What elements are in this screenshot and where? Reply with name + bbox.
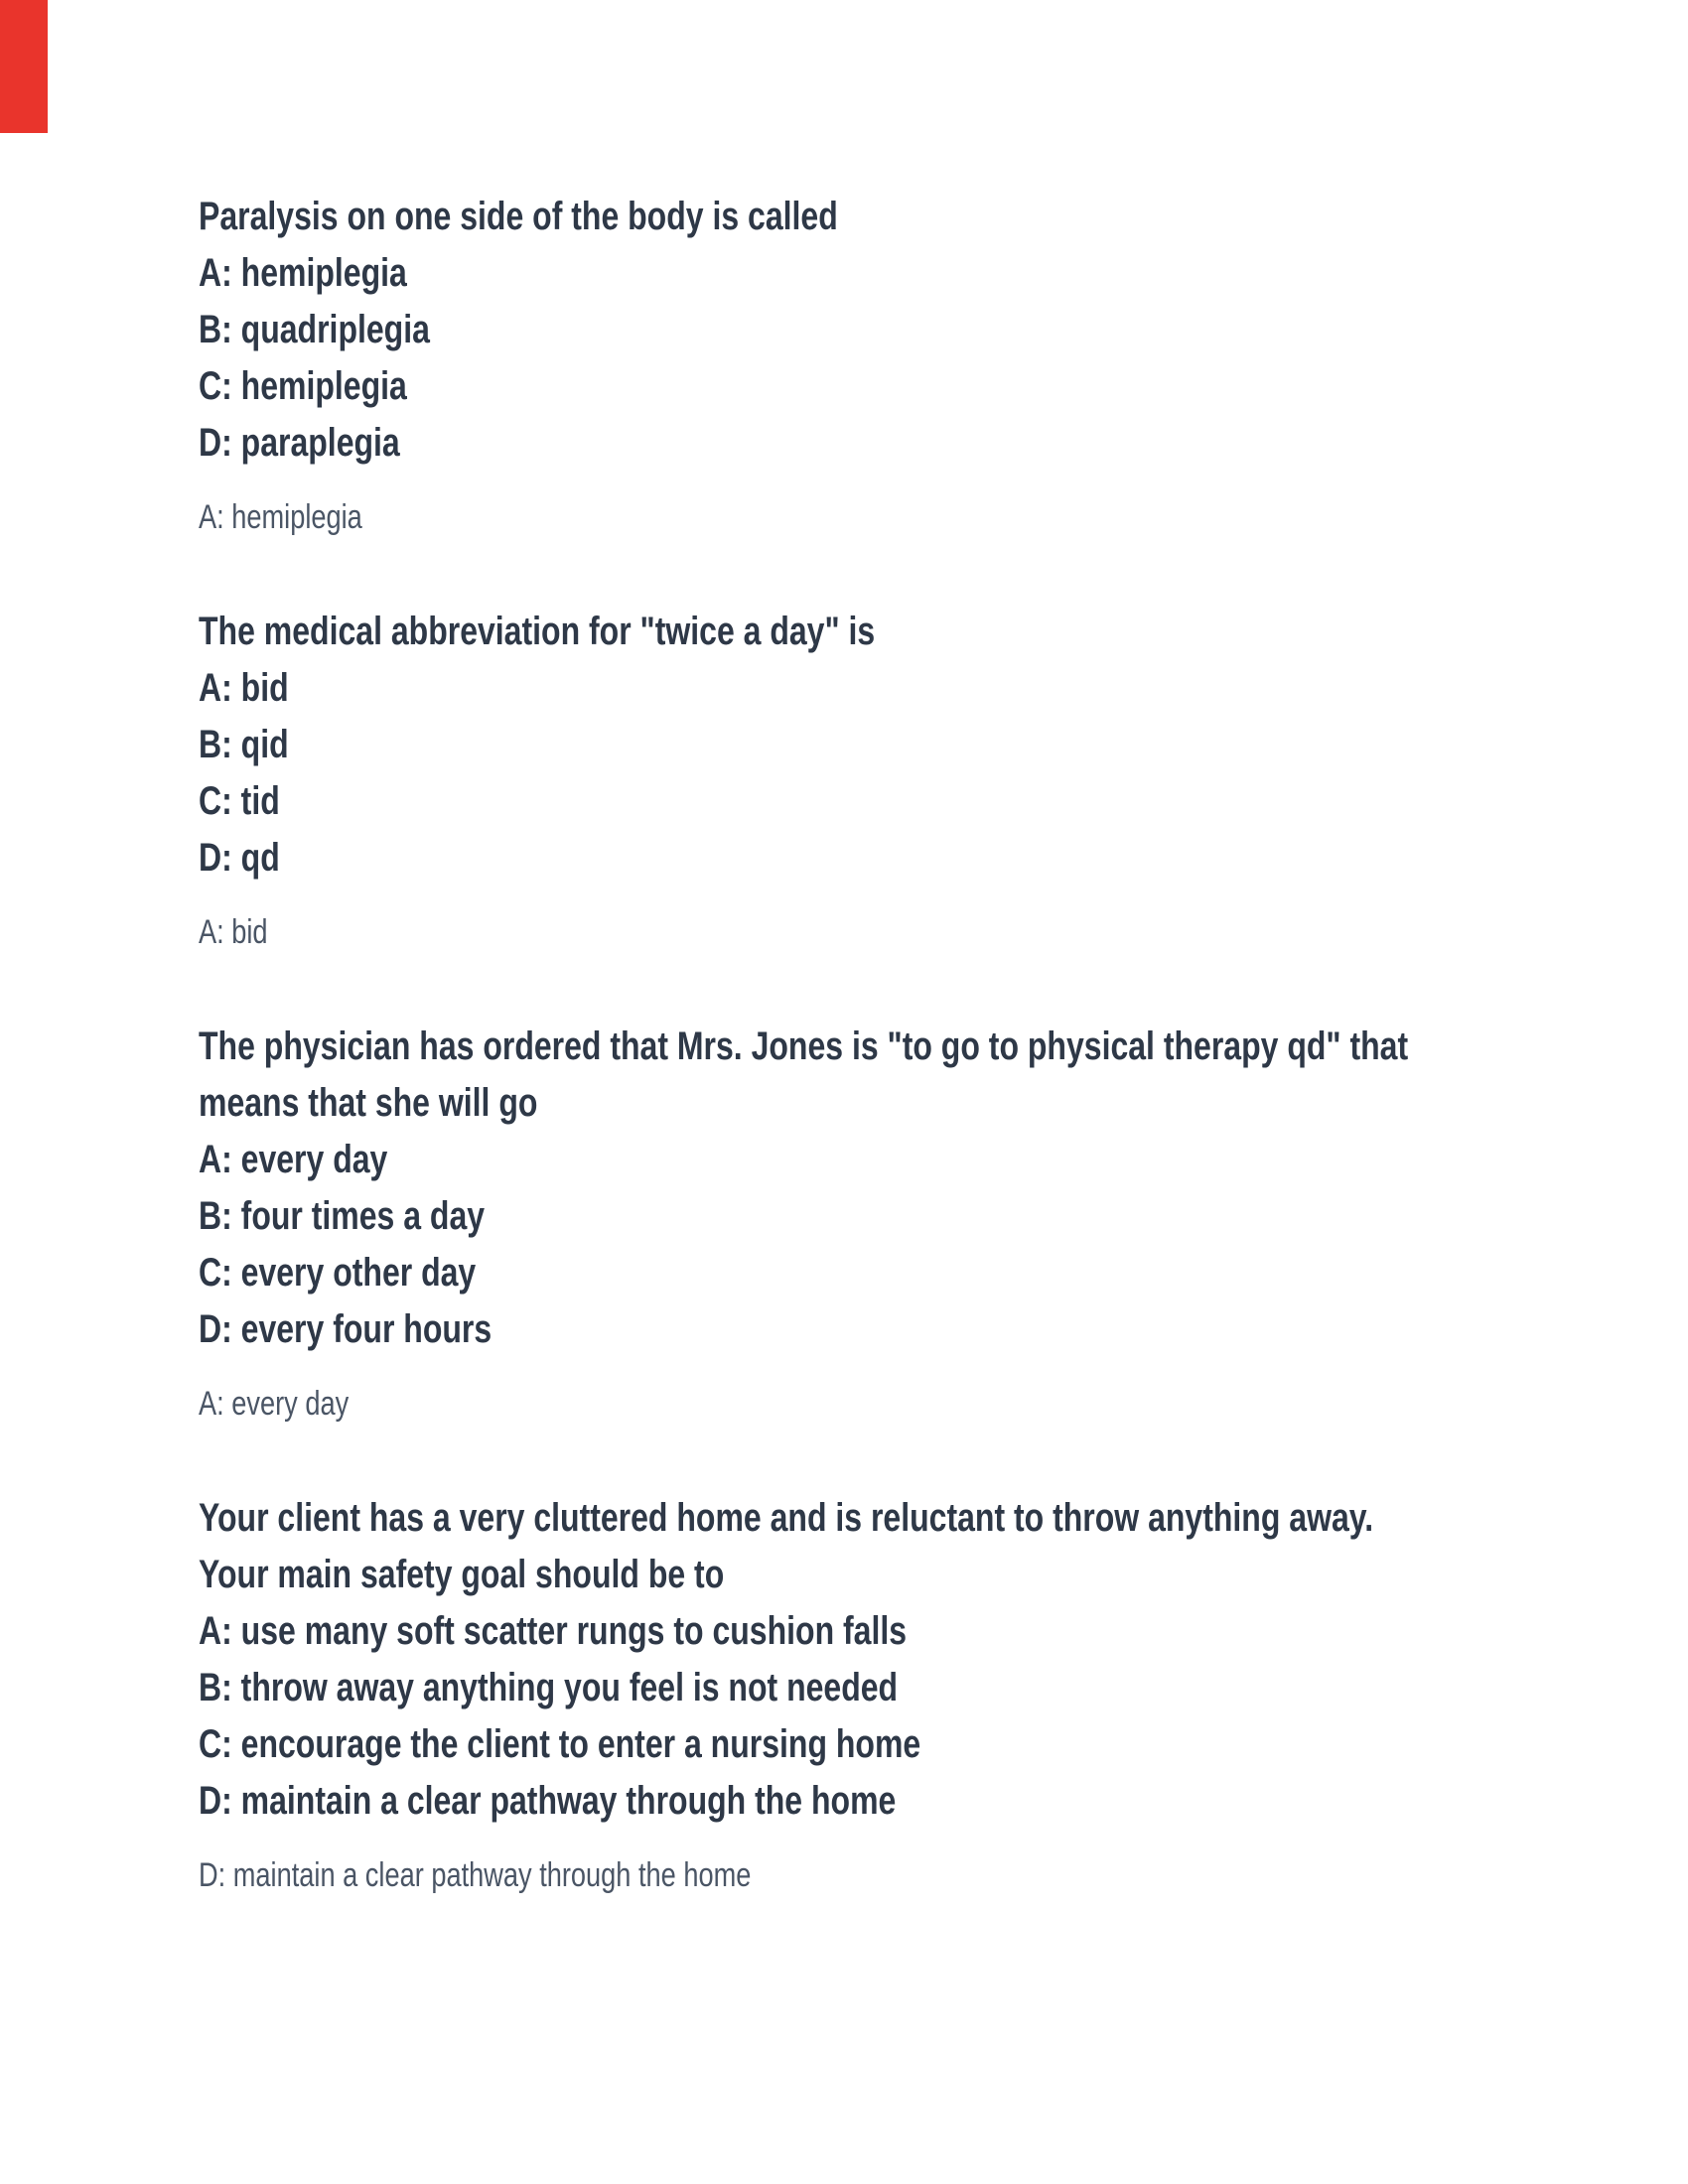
option-line: D: paraplegia	[199, 421, 400, 465]
option-line: B: throw away anything you feel is not needed	[199, 1666, 899, 1709]
question-text	[199, 604, 1668, 660]
option-line: B: qid	[199, 723, 289, 766]
question-text	[199, 1019, 1668, 1132]
answer-text: A: every day	[199, 1385, 350, 1423]
question-options	[199, 1603, 1668, 1830]
option-line: C: hemiplegia	[199, 364, 407, 408]
question-text	[199, 1490, 1668, 1603]
option-line: D: every four hours	[199, 1307, 492, 1351]
option-line: C: encourage the client to enter a nursing home	[199, 1722, 921, 1766]
option-line: A: bid	[199, 666, 289, 710]
answer-text: D: maintain a clear pathway through the home	[199, 1856, 752, 1894]
option-line: A: hemiplegia	[199, 251, 407, 295]
option-line: C: tid	[199, 779, 280, 823]
answer-text: A: bid	[199, 913, 268, 951]
quiz-content	[199, 189, 1668, 1962]
question-line: Paralysis on one side of the body is called	[199, 195, 838, 238]
question-block	[199, 1019, 1668, 1433]
question-line: means that she will go	[199, 1081, 538, 1125]
question-block	[199, 1490, 1668, 1904]
question-line: The physician has ordered that Mrs. Jones is "to go to physical therapy qd" that	[199, 1024, 1409, 1068]
option-line: B: quadriplegia	[199, 308, 430, 351]
question-options	[199, 1132, 1668, 1358]
option-line: D: maintain a clear pathway through the home	[199, 1779, 897, 1823]
option-line: A: every day	[199, 1138, 388, 1181]
question-block	[199, 189, 1668, 546]
option-line: D: qd	[199, 836, 280, 880]
option-line: C: every other day	[199, 1251, 477, 1295]
option-line: B: four times a day	[199, 1194, 486, 1238]
question-options	[199, 660, 1668, 887]
question-text	[199, 189, 1668, 245]
question-line: The medical abbreviation for "twice a day" is	[199, 610, 876, 653]
question-block	[199, 604, 1668, 961]
question-line: Your main safety goal should be to	[199, 1553, 725, 1596]
answer-text: A: hemiplegia	[199, 498, 362, 536]
option-line: A: use many soft scatter rungs to cushion falls	[199, 1609, 908, 1653]
corner-flag	[0, 0, 48, 133]
question-options	[199, 245, 1668, 472]
question-line: Your client has a very cluttered home and is reluctant to throw anything away.	[199, 1496, 1374, 1540]
